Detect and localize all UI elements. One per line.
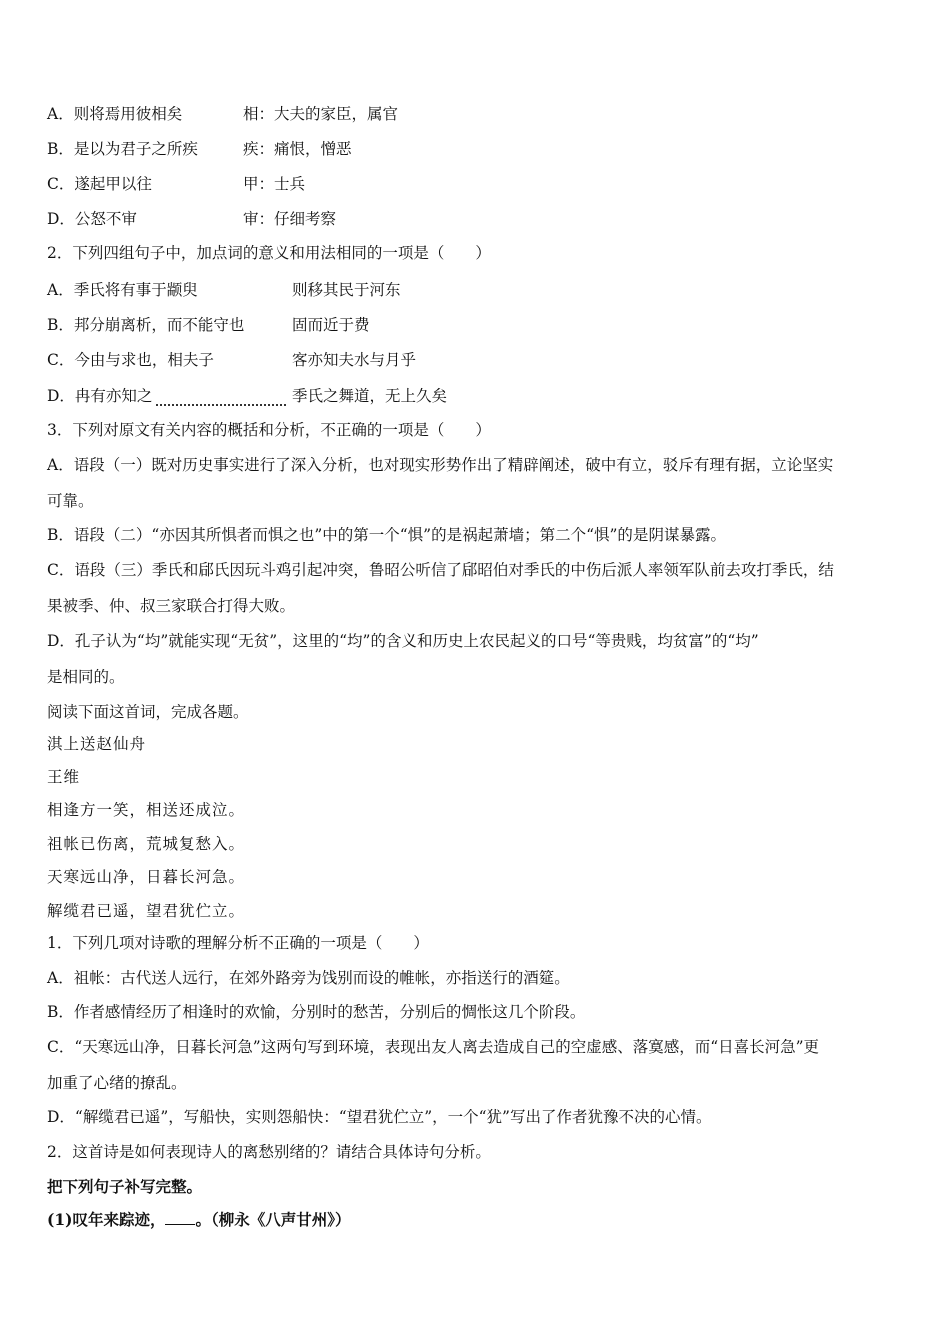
q2-option-c-left: C．今由与求也，相夫子 <box>47 351 214 369</box>
q2-option-d-right: 季氏之舞道，无上久矣 <box>292 387 448 405</box>
poem-line-1: 相逢方一笑，相送还成泣。 <box>47 801 246 819</box>
pq2-stem: 2．这首诗是如何表现诗人的离愁别绪的？请结合具体诗句分析。 <box>47 1143 491 1161</box>
poem-line-2: 祖帐已伤离，荒城复愁入。 <box>47 835 246 853</box>
q2-option-c <box>47 348 907 370</box>
poem-intro: 阅读下面这首词，完成各题。 <box>47 703 249 721</box>
q2-option-d-left <box>47 384 286 406</box>
q1-option-d-gloss: 审：仔细考察 <box>243 210 337 228</box>
q1-option-b-text: B．是以为君子之所疾 <box>47 140 198 158</box>
poem-title: 淇上送赵仙舟 <box>47 735 147 753</box>
fill-item-1-post: 。（柳永《八声甘州》） <box>195 1210 351 1229</box>
q3-option-c-line2: 果被季、仲、叔三家联合打得大败。 <box>47 597 296 615</box>
q3-option-d-line2: 是相同的。 <box>47 668 125 686</box>
q1-option-a-text: A．则将焉用彼相矣 <box>47 105 183 123</box>
q1-option-c-gloss: 甲：士兵 <box>243 175 306 193</box>
q3-option-d-line1: D．孔子认为“均”就能实现“无贫”，这里的“均”的含义和历史上农民起义的口号“等贵贱，均贫富”的“均” <box>47 632 759 650</box>
q2-option-d <box>47 384 907 406</box>
q3-option-b: B．语段（二）“亦因其所惧者而惧之也”中的第一个“惧”的是祸起萧墙；第二个“惧”的是阴谋暴露。 <box>47 526 726 544</box>
answer-blank[interactable] <box>165 1210 195 1225</box>
q3-stem: 3．下列对原文有关内容的概括和分析，不正确的一项是（ ） <box>47 421 491 439</box>
q1-option-c <box>47 172 907 194</box>
fill-heading: 把下列句子补写完整。 <box>47 1177 203 1196</box>
fill-item-1-pre: (1)叹年来踪迹， <box>47 1210 166 1229</box>
pq1-option-c-line2: 加重了心绪的撩乱。 <box>47 1074 187 1092</box>
poem-author: 王维 <box>47 768 81 786</box>
q1-option-d-text: D．公怒不审 <box>47 210 137 228</box>
q2-option-a <box>47 278 907 300</box>
q3-option-a-line1: A．语段（一）既对历史事实进行了深入分析，也对现实形势作出了精辟阐述，破中有立，驳斥有理有据，立论坚实 <box>47 456 834 474</box>
q3-option-a-line2: 可靠。 <box>47 492 94 510</box>
q2-option-b-right: 固而近于费 <box>292 316 370 334</box>
q3-option-c-line1: C．语段（三）季氏和郈氏因玩斗鸡引起冲突，鲁昭公听信了郈昭伯对季氏的中伤后派人率领军队前去攻打季氏，结 <box>47 561 834 579</box>
q2-option-a-left: A．季氏将有事于颛臾 <box>47 281 198 299</box>
fill-item-1 <box>47 1210 350 1230</box>
q2-option-d-left-text: D．冉有亦知之 <box>47 387 153 405</box>
pq1-option-a: A．祖帐：古代送人远行，在郊外路旁为饯别而设的帷帐，亦指送行的酒筵。 <box>47 969 570 987</box>
poem-line-4: 解缆君已遥，望君犹伫立。 <box>47 902 246 920</box>
q1-option-b-gloss: 疾：痛恨，憎恶 <box>243 140 352 158</box>
q1-option-b <box>47 137 907 159</box>
pq1-stem: 1．下列几项对诗歌的理解分析不正确的一项是（ ） <box>47 934 429 952</box>
q2-option-c-right: 客亦知夫水与月乎 <box>292 351 417 369</box>
q2-option-b <box>47 313 907 335</box>
q2-stem: 2．下列四组句子中，加点词的意义和用法相同的一项是（ ） <box>47 244 491 262</box>
poem-line-3: 天寒远山净，日暮长河急。 <box>47 868 246 886</box>
q1-option-a-gloss: 相：大夫的家臣，属官 <box>243 105 399 123</box>
pq1-option-c-line1: C．“天寒远山净，日暮长河急”这两句写到环境，表现出友人离去造成自己的空虚感、落寞感，而“日喜长河急”更 <box>47 1038 820 1056</box>
q1-option-a <box>47 102 907 124</box>
emphasis-dots <box>156 392 286 406</box>
q1-option-d <box>47 207 907 229</box>
pq1-option-d: D．“解缆君已遥”，写船快，实则怨船快：“望君犹伫立”，一个“犹”写出了作者犹豫不决的心情。 <box>47 1108 712 1126</box>
pq1-option-b: B．作者感情经历了相逢时的欢愉，分别时的愁苦，分别后的惆怅这几个阶段。 <box>47 1003 586 1021</box>
q2-option-a-right: 则移其民于河东 <box>292 281 401 299</box>
q2-option-b-left: B．邦分崩离析，而不能守也 <box>47 316 245 334</box>
q1-option-c-text: C．遂起甲以往 <box>47 175 152 193</box>
